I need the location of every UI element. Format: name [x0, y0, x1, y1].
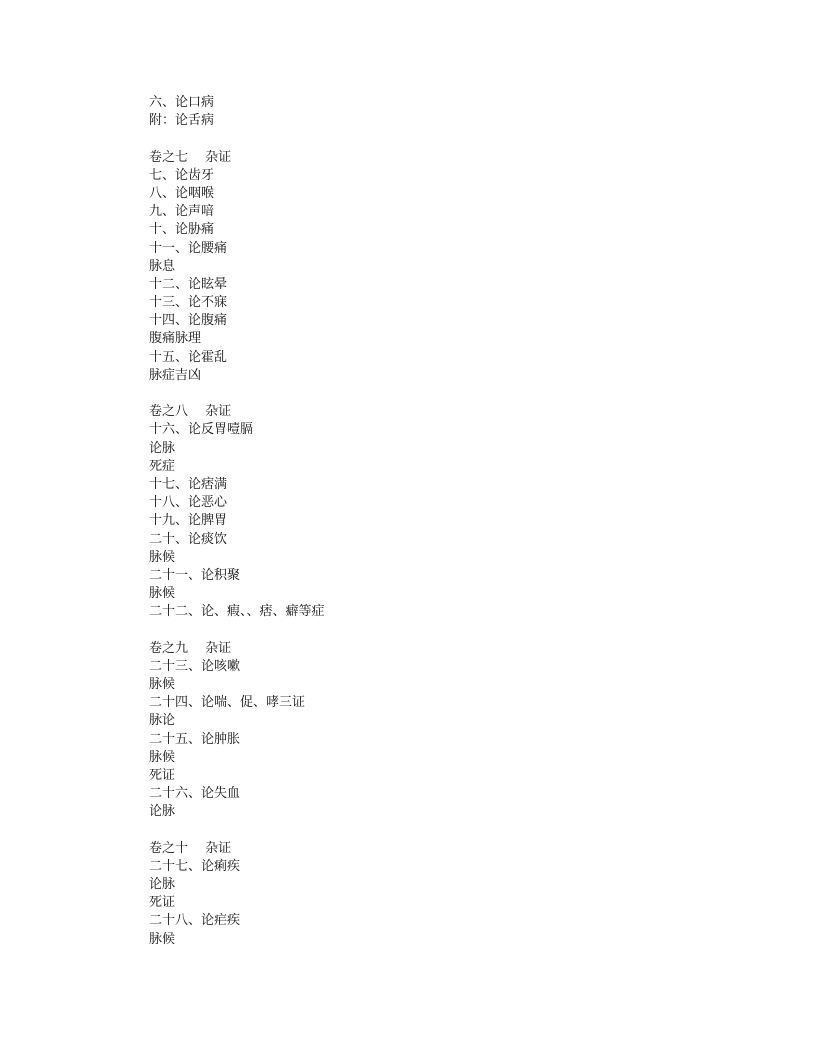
toc-entry: 十四、论腹痛: [149, 313, 228, 329]
toc-section: [149, 149, 769, 385]
toc-entry: 论脉: [149, 440, 176, 456]
toc-entry: 十、论胁痛: [149, 222, 215, 238]
toc-entry: 九、论声喑: [149, 204, 215, 220]
toc-section: [149, 94, 769, 130]
toc-entry: 脉候: [149, 586, 176, 602]
section-gap: [149, 130, 769, 148]
toc-entry: 十六、论反胃噎膈: [149, 422, 254, 438]
toc-entry: 十一、论腰痛: [149, 240, 228, 256]
section-gap: [149, 822, 769, 840]
toc-entry: 脉候: [149, 677, 176, 692]
toc-entry: 二十二、论、瘕、、痞、癖等症: [149, 604, 325, 620]
toc-entry: 腹痛脉理: [149, 331, 202, 347]
toc-entry: 附：论舌病: [149, 113, 215, 129]
toc-entry: 脉症吉凶: [149, 367, 202, 383]
toc-entry: 二十一、论积聚: [149, 567, 241, 583]
toc-entry: 二十、论痰饮: [149, 531, 228, 547]
toc-section: [149, 840, 769, 949]
toc-entry: 二十四、论喘、促、哮三证: [149, 695, 306, 711]
toc-entry: 二十五、论肿胀: [149, 731, 241, 747]
toc-entry: 八、论咽喉: [149, 185, 215, 201]
toc-entry: 脉候: [149, 931, 176, 947]
toc-entry: 十八、论恶心: [149, 495, 228, 511]
toc-entry: 死证: [149, 895, 176, 911]
toc-entry: 十七、论痞满: [149, 476, 228, 492]
toc-entry: 七、论齿牙: [149, 167, 215, 183]
toc-entry: 十五、论霍乱: [149, 349, 228, 365]
toc-entry: 论脉: [149, 804, 176, 820]
toc-entry: 脉候: [149, 549, 176, 565]
table-of-contents: [149, 94, 769, 949]
toc-entry: 二十六、论失血: [149, 786, 241, 802]
toc-entry: 脉候: [149, 749, 176, 765]
toc-entry: 十九、论脾胃: [149, 513, 228, 529]
toc-entry: 论脉: [149, 877, 176, 893]
volume-heading: 卷之七 杂证: [149, 149, 232, 165]
toc-entry: 二十八、论疟疾: [149, 913, 241, 929]
toc-entry: 死症: [149, 458, 176, 474]
section-gap: [149, 385, 769, 403]
toc-entry: 十二、论眩晕: [149, 276, 228, 292]
toc-section: [149, 640, 769, 822]
volume-heading: 卷之九 杂证: [149, 640, 232, 656]
toc-entry: 十三、论不寐: [149, 295, 228, 311]
volume-heading: 卷之十 杂证: [149, 840, 232, 856]
toc-entry: 脉息: [149, 258, 176, 274]
toc-entry: 六、论口病: [149, 95, 215, 110]
toc-entry: 死证: [149, 767, 176, 783]
toc-entry: 脉论: [149, 713, 176, 729]
volume-heading: 卷之八 杂证: [149, 404, 232, 420]
toc-entry: 二十七、论痢疾: [149, 858, 241, 874]
toc-entry: 二十三、论咳嗽: [149, 658, 241, 674]
toc-section: [149, 403, 769, 621]
section-gap: [149, 621, 769, 639]
